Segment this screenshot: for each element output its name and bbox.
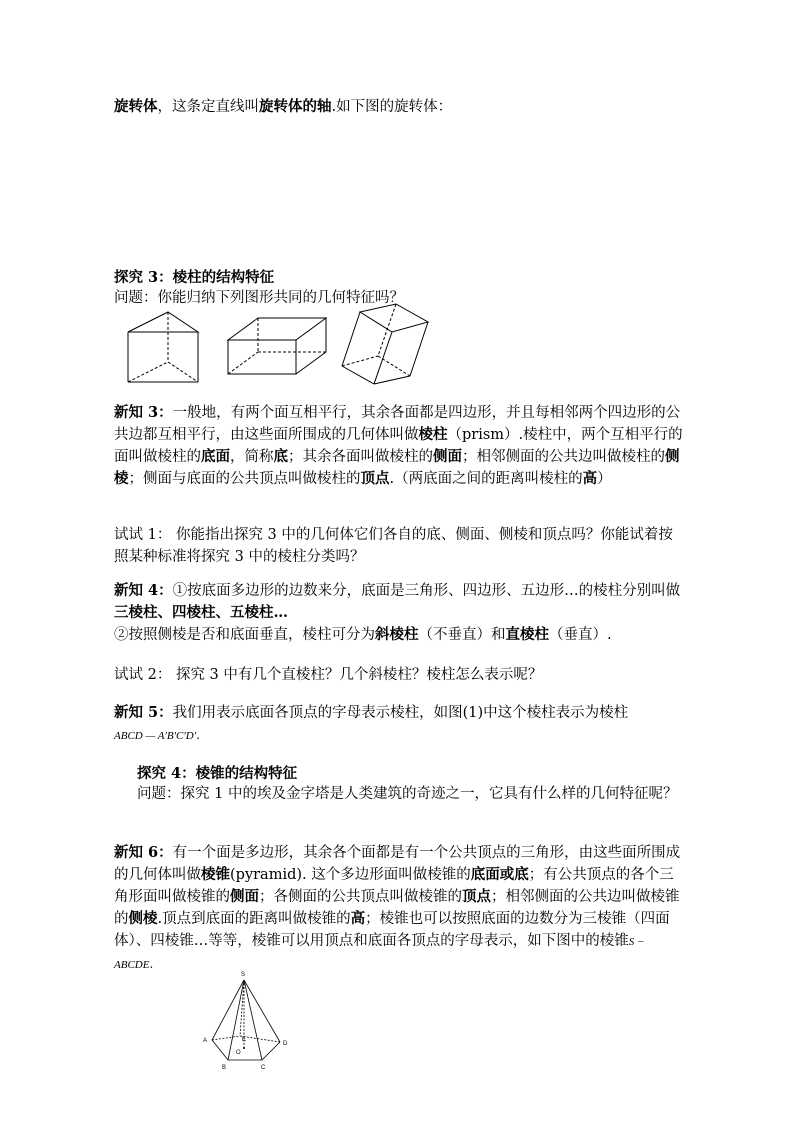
term-axis: 旋转体的轴	[259, 98, 332, 115]
term-prism-types: 三棱柱、四棱柱、五棱柱…	[114, 604, 288, 621]
label-D: D	[283, 1041, 288, 1047]
new3-text-7: .（两底面之间的距离叫棱柱的	[389, 471, 583, 487]
term-oblique-prism: 斜棱柱	[375, 626, 419, 643]
new3-text-1: 一般地，有两个面互相平行，其余各面都是四边形，并且每相邻两个四边形的公共边都互相平行，由这些面所围成的几何体叫做	[114, 405, 681, 443]
new5-label: 新知 5：	[114, 704, 173, 721]
new4-text-1: ①按底面多边形的边数来分，底面是三角形、四边形、五边形…的棱柱分别叫做	[172, 583, 681, 599]
term-solid-of-revolution: 旋转体	[114, 98, 158, 115]
new3-label: 新知 3：	[114, 404, 173, 421]
new3-paragraph	[114, 402, 686, 490]
explore4-heading	[137, 763, 709, 785]
term-lateral-edge: 侧棱	[114, 448, 680, 487]
new4-text-2: ②按照侧棱是否和底面垂直，棱柱可分为	[114, 627, 375, 643]
term-pyramid-lateral-edge: 侧棱	[128, 910, 158, 927]
new3-text-8: ）	[597, 471, 612, 487]
prism-notation: ABCD — A′B′C′D′	[114, 730, 197, 742]
term-lateral-face: 侧面	[433, 448, 462, 465]
new6-text-4: ；各侧面的公共顶点叫做棱锥的	[259, 889, 462, 905]
intro-paragraph	[114, 96, 686, 118]
new6-paragraph	[114, 842, 686, 976]
pyramid-figure	[200, 968, 300, 1078]
new4-text-4: （垂直）.	[549, 627, 612, 643]
new4-label: 新知 4：	[114, 582, 173, 599]
new6-text-6: .顶点到底面的距离叫做棱锥的	[157, 911, 351, 927]
term-pyramid: 棱锥	[201, 866, 230, 883]
cuboid-figure	[228, 318, 326, 374]
term-base: 底面	[201, 448, 230, 465]
new6-label: 新知 6：	[114, 844, 173, 861]
new6-text-8: .	[149, 957, 154, 971]
new5-paragraph	[114, 702, 686, 747]
explore4-title: 棱锥的结构特征	[195, 765, 298, 782]
triangular-prism-figure	[128, 312, 198, 382]
term-prism: 棱柱	[418, 426, 448, 443]
term-base-short: 底	[273, 448, 288, 465]
new6-text-7: ；棱锥也可以按照底面的边数分为三棱锥（四面体）、四棱锥…等等，棱锥可以用顶点和底面各顶点的字母表示，如下图中的棱锥	[114, 911, 670, 949]
term-right-prism: 直棱柱	[505, 626, 549, 643]
term-pyramid-height: 高	[350, 910, 366, 927]
new5-text-2: .	[196, 728, 200, 742]
new3-text-3: ，简称	[230, 449, 274, 465]
new6-text-5: ；相邻侧面的公共边叫做棱锥的	[114, 889, 680, 927]
label-O: O	[236, 1050, 241, 1056]
label-S: S	[241, 972, 246, 978]
explore3-title: 棱柱的结构特征	[172, 269, 275, 286]
term-pyramid-lateral-face: 侧面	[230, 888, 259, 905]
prism-figures	[120, 304, 460, 384]
label-A: A	[203, 1038, 208, 1044]
label-E: E	[242, 1037, 247, 1043]
new5-text-1: 我们用表示底面各顶点的字母表示棱柱，如图(1)中这个棱柱表示为棱柱	[172, 705, 629, 721]
new3-text-6: ；侧面与底面的公共顶点叫做棱柱的	[128, 471, 361, 487]
intro-text-end: .如下图的旋转体：	[331, 99, 453, 115]
explore3-label: 探究 3：	[114, 269, 173, 286]
explore4-label: 探究 4：	[137, 765, 196, 782]
try1-paragraph: 试试 1： 你能指出探究 3 中的几何体它们各自的底、侧面、侧棱和顶点吗？你能试着按照某种标准将探究 3 中的棱柱分类吗？	[114, 527, 673, 565]
new4-text-3: （不垂直）和	[418, 627, 506, 643]
new6-text-2: (pyramid). 这个多边形面叫做棱锥的	[230, 867, 471, 883]
new4-paragraph	[114, 580, 686, 646]
new3-text-2: （prism）.棱柱中，两个互相平行的面叫做棱柱的	[114, 427, 683, 465]
try2-paragraph: 试试 2： 探究 3 中有几个直棱柱？几个斜棱柱？棱柱怎么表示呢？	[114, 667, 543, 683]
label-C: C	[261, 1065, 266, 1071]
intro-text: ，这条定直线叫	[157, 99, 259, 115]
new3-text-5: ；相邻侧面的公共边叫做棱柱的	[462, 449, 665, 465]
new3-text-4: ；其余各面叫做棱柱的	[288, 449, 433, 465]
new6-text-1: 有一个面是多边形，其余各个面都是有一个公共顶点的三角形，由这些面所围成的几何体叫做	[114, 845, 681, 883]
pyramid-notation: S − ABCDE	[114, 936, 645, 971]
term-vertex: 顶点	[360, 470, 390, 487]
term-height: 高	[582, 470, 598, 487]
explore3-question: 问题：你能归纳下列图形共同的几何特征吗？	[114, 290, 404, 306]
oblique-prism-figure	[342, 304, 428, 384]
label-B: B	[222, 1065, 227, 1071]
term-pyramid-vertex: 顶点	[462, 888, 491, 905]
explore4-question: 问题：探究 1 中的埃及金字塔是人类建筑的奇迹之一，它具有什么样的几何特征呢？	[137, 786, 678, 802]
new6-text-3: ；有公共顶点的各个三角形面叫做棱锥的	[114, 867, 674, 905]
explore3-heading	[114, 267, 686, 289]
term-pyramid-base: 底面或底	[470, 866, 529, 883]
